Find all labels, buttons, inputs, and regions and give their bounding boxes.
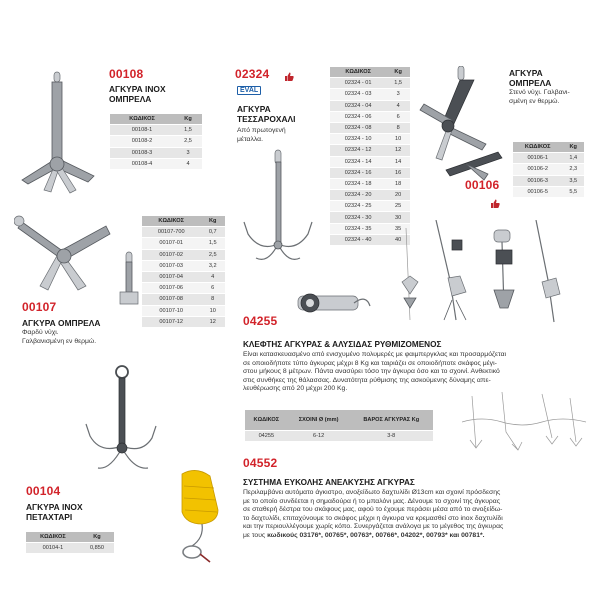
table-cell: 3 <box>386 89 410 100</box>
table-cell: 00106-3 <box>513 175 562 186</box>
table-cell: 14 <box>386 156 410 167</box>
table-row <box>110 136 202 147</box>
column-header: Kg <box>386 67 410 78</box>
product-code: 04255 <box>243 314 278 328</box>
table-row <box>142 294 225 305</box>
table-cell: 40 <box>386 234 410 245</box>
column-header: ΚΩΔΙΚΟΣ <box>245 410 288 431</box>
table-cell: 8 <box>200 294 225 305</box>
table-cell: 02324 - 01 <box>330 78 386 89</box>
table-row <box>330 190 410 201</box>
table-row <box>142 227 225 238</box>
spec-table-00108 <box>110 114 202 170</box>
table-cell: 1,5 <box>386 78 410 89</box>
table-cell: 10 <box>386 134 410 145</box>
table-cell: 00108-1 <box>110 125 174 136</box>
table-cell: 1,4 <box>562 153 584 164</box>
table-row <box>513 153 584 164</box>
umbrella-anchor-inox-image <box>14 68 100 196</box>
table-cell: 2,5 <box>174 136 202 147</box>
table-cell: 10 <box>200 305 225 316</box>
product-description: Είναι κατασκευασμένο από ενισχυμένο πολυμερές με φαιμπεργκλας και προσαρμόζεται σε οποιοδήποτε τύπο άγκυρας μέχρι 8 Kg και ταιριάζει σε οποιοδήποτε σκάφος μέγι- στου μήκους 8 μέτρων. Πάντα ανασύρει τόσο την άγκυρα όσο και το σχοινί. Ανθεκτικό στις συνθήκες της θάλασσας. Δυνατότητα ρύθμισης της ασκούμενης δύναμης απε- λευθέρωσης από 20 μέχρι 200 Kg. <box>243 351 507 393</box>
table-cell: 20 <box>386 190 410 201</box>
table-cell: 02324 - 08 <box>330 122 386 133</box>
table-row <box>330 78 410 89</box>
table-cell: 04255 <box>245 431 288 442</box>
table-cell: 00107-12 <box>142 316 200 327</box>
table-row <box>330 111 410 122</box>
eval-logo: EVAL <box>237 86 261 95</box>
table-cell: 02324 - 25 <box>330 201 386 212</box>
table-cell: 2,3 <box>562 164 584 175</box>
table-cell: 00107-06 <box>142 283 200 294</box>
table-row <box>110 125 202 136</box>
product-title: ΑΓΚΥΡΑ INOX ΠΕΤΑΧΤΑΡΙ <box>26 502 83 522</box>
table-row <box>513 186 584 197</box>
table-row <box>142 238 225 249</box>
umbrella-anchor-narrow-image <box>418 66 508 186</box>
anchor-retrieval-sketch <box>462 392 590 454</box>
anchor-release-device-image <box>296 286 372 320</box>
table-cell: 00108-4 <box>110 158 174 169</box>
table-cell: 02324 - 16 <box>330 167 386 178</box>
spec-table-00104 <box>26 532 114 554</box>
table-cell: 02324 - 18 <box>330 178 386 189</box>
product-description: Στενό νύχι. Γαλβανι- σμένη εν θερμώ. <box>509 89 570 105</box>
column-header: ΣΧΟΙΝΙ Ø (mm) <box>288 410 350 431</box>
table-cell: 00106-1 <box>513 153 562 164</box>
table-row <box>142 283 225 294</box>
table-cell: 4 <box>200 271 225 282</box>
table-row <box>245 431 433 442</box>
table-cell: 6 <box>386 111 410 122</box>
product-title: ΚΛΕΦΤΗΣ ΑΓΚΥΡΑΣ & ΑΛΥΣΙΔΑΣ ΡΥΘΜΙΖΟΜΕΝΟΣ <box>243 340 442 349</box>
table-cell: 02324 - 12 <box>330 145 386 156</box>
table-row <box>513 164 584 175</box>
product-code: 00108 <box>109 67 144 81</box>
product-title: ΣΥΣΤΗΜΑ ΕΥΚΟΛΗΣ ΑΝΕΛΚΥΣΗΣ ΑΓΚΥΡΑΣ <box>243 478 415 487</box>
column-header: Kg <box>80 532 114 543</box>
table-cell: 02324 - 30 <box>330 212 386 223</box>
table-cell: 6 <box>200 283 225 294</box>
table-cell: 02324 - 35 <box>330 223 386 234</box>
table-cell: 6-12 <box>288 431 350 442</box>
folding-grapnel-anchor-image <box>82 364 166 488</box>
product-code: 02324 <box>235 67 270 81</box>
column-header: Kg <box>562 142 584 153</box>
table-row <box>330 167 410 178</box>
table-cell: 00107-10 <box>142 305 200 316</box>
table-cell: 02324 - 20 <box>330 190 386 201</box>
table-cell: 25 <box>386 201 410 212</box>
spec-table-04255 <box>245 410 433 442</box>
table-row <box>330 145 410 156</box>
table-row <box>26 543 114 554</box>
table-cell: 00107-04 <box>142 271 200 282</box>
table-row <box>142 316 225 327</box>
buoy-ring-kit-image <box>164 468 242 564</box>
product-title: ΑΓΚΥΡΑ INOX ΟΜΠΡΕΛΑ <box>109 84 166 104</box>
table-cell: 00104-1 <box>26 543 80 554</box>
grapnel-anchor-image <box>238 148 322 278</box>
table-cell: 12 <box>386 145 410 156</box>
table-cell: 02324 - 04 <box>330 100 386 111</box>
table-cell: 00107-08 <box>142 294 200 305</box>
table-cell: 12 <box>200 316 225 327</box>
product-description: Από πρωτογενή μέταλλα. <box>237 127 286 143</box>
table-row <box>110 147 202 158</box>
product-title: ΑΓΚΥΡΑ ΤΕΣΣΑΡΟΧΑΛΙ <box>237 104 296 124</box>
table-row <box>330 201 410 212</box>
thumbs-up-icon <box>284 68 294 77</box>
table-row <box>330 156 410 167</box>
table-cell: 3,5 <box>562 175 584 186</box>
table-cell: 02324 - 03 <box>330 89 386 100</box>
table-row <box>330 100 410 111</box>
table-cell: 1,5 <box>174 125 202 136</box>
table-cell: 18 <box>386 178 410 189</box>
table-cell: 3,2 <box>200 260 225 271</box>
column-header: ΒΑΡΟΣ ΑΓΚΥΡΑΣ Kg <box>350 410 434 431</box>
table-cell: 8 <box>386 122 410 133</box>
table-cell: 30 <box>386 212 410 223</box>
table-row <box>513 175 584 186</box>
column-header: ΚΩΔΙΚΟΣ <box>110 114 174 125</box>
table-row <box>330 122 410 133</box>
table-row <box>142 271 225 282</box>
spec-table-00107 <box>142 216 225 328</box>
product-description: Περιλαμβάνει αυτόματο άγκιστρο, ανοξείδωτο δαχτυλίδι Ø13cm και σχοινί πρόσδεσης με το οποίο συνδέεται η σημαδούρα ή το μπαλόνι μας. Δένουμε το σχοινί της άγκυρας σε σταθερή δέστρα του σκάφους μας, αφού το έχουμε περάσει μέσα από το ανοξείδω- το δαχτυλίδι, επιταχύνουμε το σκάφος μέχρι η άγκυρα να κρεμασθεί στο inox δαχτυλίδι και την περιουλλέγουμε χωρίς κόπο. Συνεργάζεται ανάλογα με το μέγεθος της άγκυρας με τους κωδικούς 03176*, 00765*, 00763*, 00766*, 04202*, 00793* και 00781*. <box>243 489 504 539</box>
table-cell: 1,5 <box>200 238 225 249</box>
product-code: 00106 <box>465 178 500 192</box>
product-title: ΑΓΚΥΡΑ ΟΜΠΡΕΛΑ <box>509 68 552 88</box>
column-header: ΚΩΔΙΚΟΣ <box>26 532 80 543</box>
table-cell: 00106-5 <box>513 186 562 197</box>
table-row <box>110 158 202 169</box>
table-row <box>142 305 225 316</box>
product-code: 00104 <box>26 484 61 498</box>
product-code: 04552 <box>243 456 278 470</box>
table-cell: 16 <box>386 167 410 178</box>
table-cell: 00108-2 <box>110 136 174 147</box>
table-cell: 02324 - 06 <box>330 111 386 122</box>
spec-table-00106 <box>513 142 584 198</box>
anchor-installation-photos <box>396 220 586 328</box>
table-cell: 2,5 <box>200 249 225 260</box>
table-row <box>330 134 410 145</box>
table-cell: 4 <box>386 100 410 111</box>
column-header: ΚΩΔΙΚΟΣ <box>142 216 200 227</box>
table-cell: 00106-2 <box>513 164 562 175</box>
column-header: Kg <box>174 114 202 125</box>
product-title: ΑΓΚΥΡΑ ΟΜΠΡΕΛΑ <box>22 318 101 328</box>
umbrella-anchor-wide-image <box>14 208 142 308</box>
column-header: ΚΩΔΙΚΟΣ <box>330 67 386 78</box>
product-code: 00107 <box>22 300 57 314</box>
table-cell: 5,5 <box>562 186 584 197</box>
table-cell: 3 <box>174 147 202 158</box>
table-cell: 00107-01 <box>142 238 200 249</box>
table-row <box>142 249 225 260</box>
table-row <box>142 260 225 271</box>
table-cell: 00107-03 <box>142 260 200 271</box>
table-row <box>330 178 410 189</box>
table-cell: 4 <box>174 158 202 169</box>
table-cell: 00107-700 <box>142 227 200 238</box>
column-header: ΚΩΔΙΚΟΣ <box>513 142 562 153</box>
table-cell: 35 <box>386 223 410 234</box>
product-description: Φαρδύ νύχι. Γαλβανισμένη εν θερμώ. <box>22 329 97 345</box>
column-header: Kg <box>200 216 225 227</box>
table-cell: 02324 - 14 <box>330 156 386 167</box>
table-cell: 0,7 <box>200 227 225 238</box>
table-cell: 3-8 <box>350 431 434 442</box>
table-cell: 00107-02 <box>142 249 200 260</box>
table-cell: 02324 - 10 <box>330 134 386 145</box>
table-row <box>330 89 410 100</box>
thumbs-up-icon <box>490 195 500 204</box>
table-cell: 02324 - 40 <box>330 234 386 245</box>
table-cell: 0,850 <box>80 543 114 554</box>
table-cell: 00108-3 <box>110 147 174 158</box>
